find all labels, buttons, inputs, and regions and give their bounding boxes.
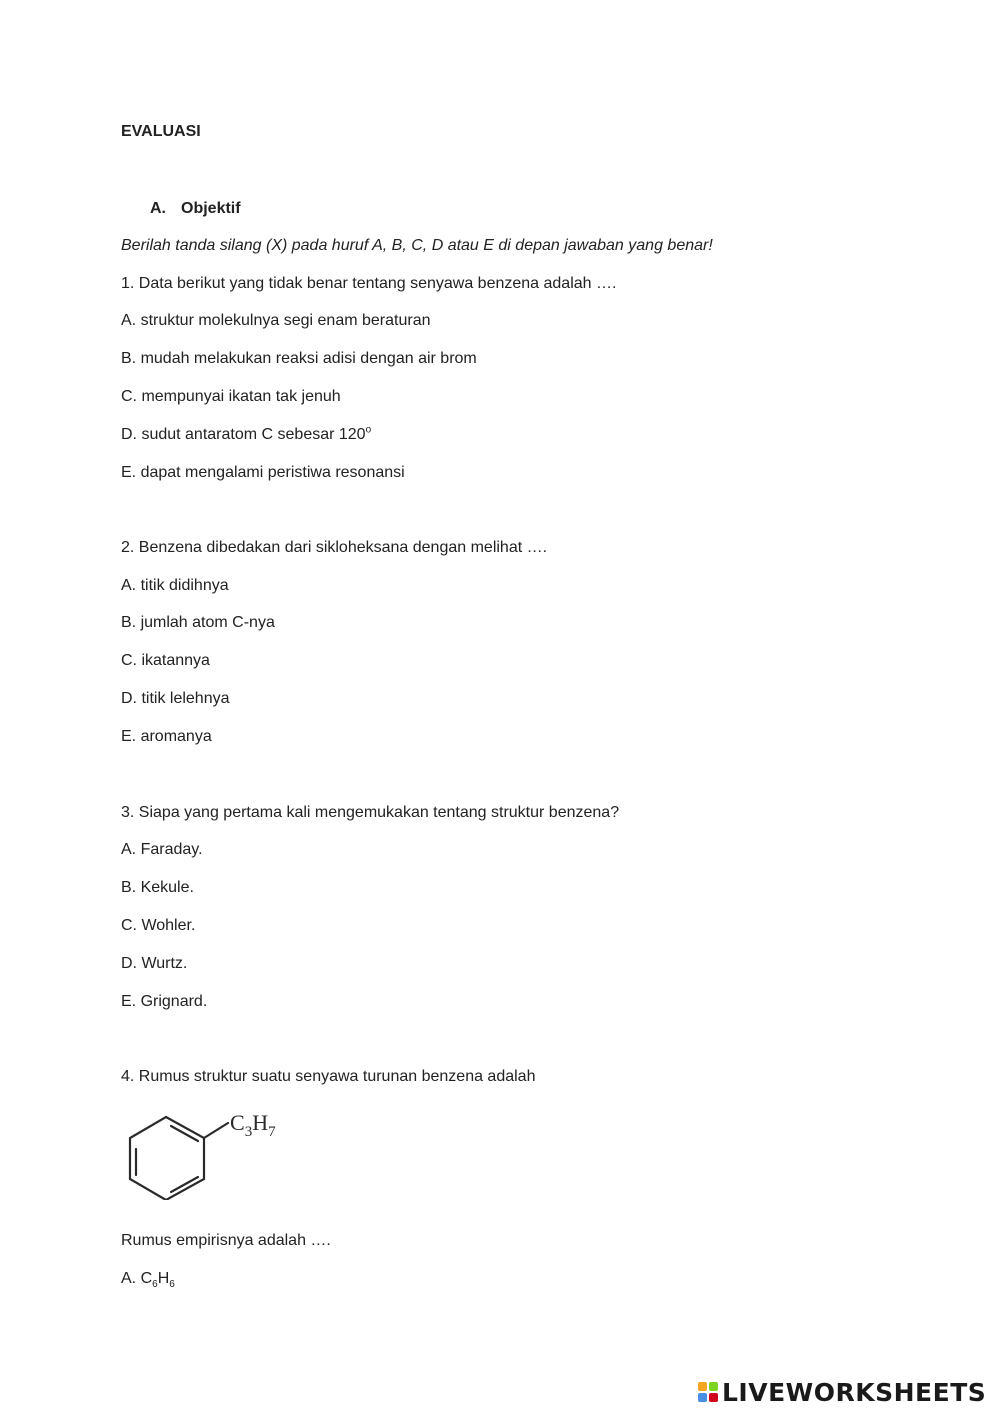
- benzene-propyl-structure: [118, 1100, 318, 1200]
- question-3: 3. Siapa yang pertama kali mengemukakan tentang struktur benzena?: [121, 804, 620, 821]
- question-2: 2. Benzena dibedakan dari sikloheksana dengan melihat ….: [121, 539, 548, 556]
- q1-option-c[interactable]: C. mempunyai ikatan tak jenuh: [121, 388, 341, 405]
- logo-mark-icon: [698, 1382, 718, 1402]
- q1-option-e[interactable]: E. dapat mengalami peristiwa resonansi: [121, 464, 405, 481]
- q4-prompt: Rumus empirisnya adalah ….: [121, 1232, 331, 1249]
- benzene-ring: [130, 1117, 204, 1200]
- q4-option-a-sub2: 6: [169, 1279, 175, 1291]
- q3-option-e[interactable]: E. Grignard.: [121, 993, 208, 1010]
- q3-option-d[interactable]: D. Wurtz.: [121, 955, 188, 972]
- q3-option-b[interactable]: B. Kekule.: [121, 879, 194, 896]
- q3-option-c[interactable]: C. Wohler.: [121, 917, 196, 934]
- q2-option-a[interactable]: A. titik didihnya: [121, 577, 229, 594]
- q2-option-e[interactable]: E. aromanya: [121, 728, 212, 745]
- q2-option-d[interactable]: D. titik lelehnya: [121, 690, 230, 707]
- question-1: 1. Data berikut yang tidak benar tentang senyawa benzena adalah ….: [121, 275, 617, 292]
- substituent-bond: [204, 1123, 228, 1138]
- q2-option-c[interactable]: C. ikatannya: [121, 652, 210, 669]
- instruction-text: Berilah tanda silang (X) pada huruf A, B, C, D atau E di depan jawaban yang benar!: [121, 237, 713, 254]
- q1-option-a[interactable]: A. struktur molekulnya segi enam beraturan: [121, 312, 431, 329]
- section-title: Objektif: [181, 200, 241, 217]
- q4-option-a-prefix: A. C: [121, 1270, 153, 1287]
- question-4: 4. Rumus struktur suatu senyawa turunan benzena adalah: [121, 1068, 536, 1085]
- logo-square-4: [709, 1393, 718, 1402]
- logo-wordmark: LIVEWORKSHEETS: [722, 1377, 987, 1407]
- q1-option-d-text: D. sudut antaratom C sebesar 120: [121, 426, 366, 443]
- q4-option-a-h: H: [157, 1270, 170, 1287]
- liveworksheets-logo[interactable]: [698, 1377, 986, 1407]
- logo-square-3: [698, 1393, 707, 1402]
- q4-option-a-sub1: 6: [152, 1279, 158, 1291]
- logo-square-2: [709, 1382, 718, 1391]
- q1-option-d[interactable]: [121, 425, 371, 445]
- q4-option-a[interactable]: [121, 1269, 175, 1289]
- logo-square-1: [698, 1382, 707, 1391]
- section-header: [0, 199, 1000, 219]
- q3-option-a[interactable]: A. Faraday.: [121, 841, 203, 858]
- degree-mark: o: [365, 424, 372, 436]
- substituent-label: $C_3H_7$: [230, 1110, 276, 1140]
- q2-option-b[interactable]: B. jumlah atom C-nya: [121, 614, 275, 631]
- q1-option-b[interactable]: B. mudah melakukan reaksi adisi dengan air brom: [121, 350, 477, 367]
- page-heading: EVALUASI: [121, 123, 201, 140]
- section-number: A.: [150, 200, 166, 217]
